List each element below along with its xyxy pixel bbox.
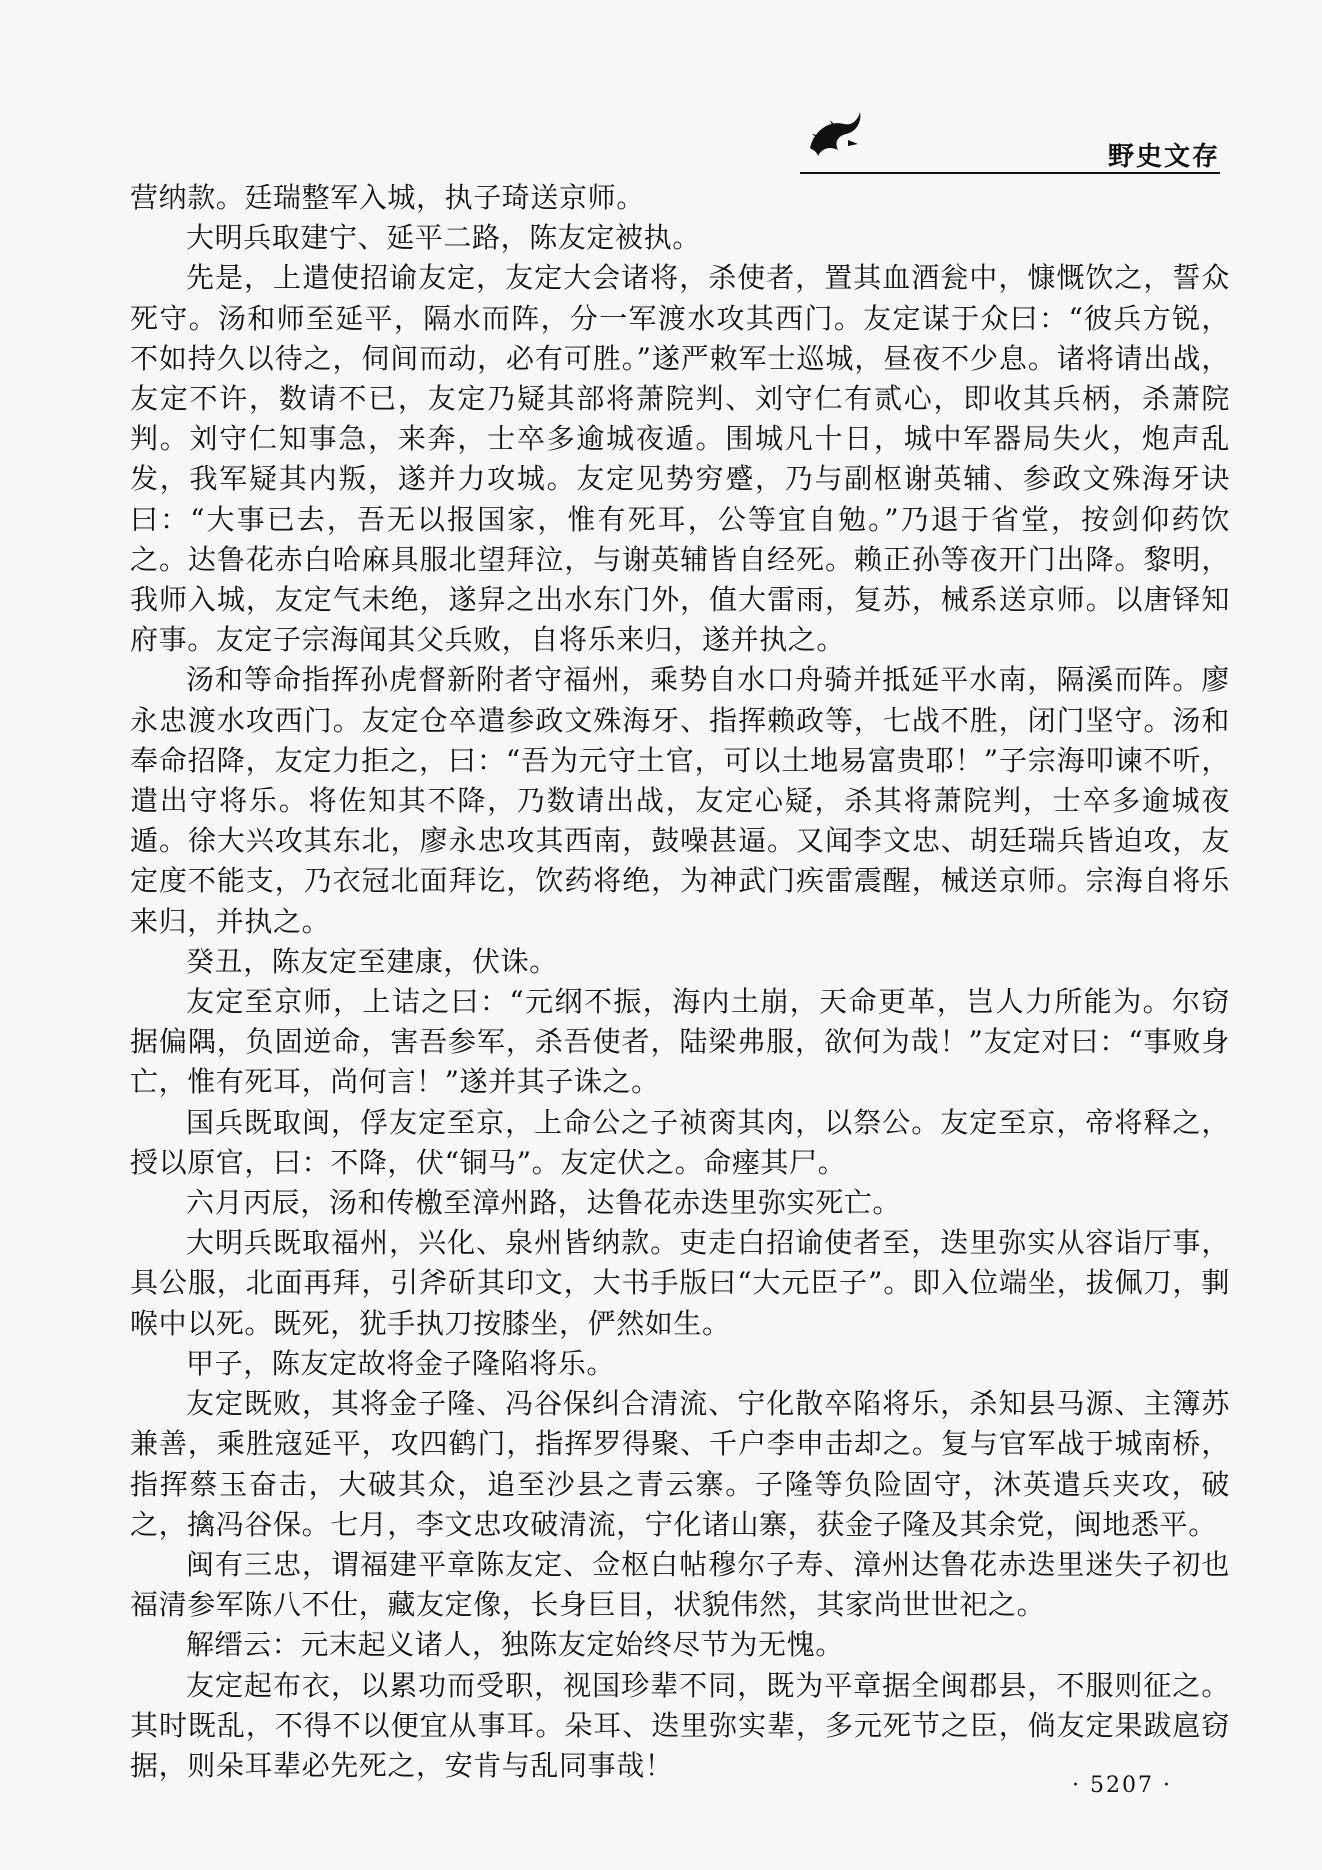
paragraph: 癸丑，陈友定至建康，伏诛。 [186,944,558,978]
paragraph: 先是，上遣使招谕友定，友定大会诸将，杀使者，置其血酒瓮中，慷慨饮之，誓众死守。汤和师至延平，隔水而阵，分一军渡水攻其西门。友定谋于众曰：“彼兵方锐，不如持久以待之，伺间而动，必有可胜。”遂严敕军士巡城，昼夜不少息。诸将请出战，友定不许，数请不已，友定乃疑其部将萧院判、刘守仁有贰心，即收其兵柄，杀萧院判。刘守仁知事急，来奔，士卒多逾城夜遁。围城凡十日，城中军器局失火，炮声乱发，我军疑其内叛，遂并力攻城。友定见势穷蹙，乃与副枢谢英辅、参政文殊海牙诀曰：“大事已去，吾无以报国家，惟有死耳，公等宜自勉。”乃退于省堂，按剑仰药饮之。达鲁花赤白哈麻具服北望拜泣，与谢英辅皆自经死。赖正孙等夜开门出降。黎明，我师入城，友定气未绝，遂舁之出水东门外，值大雷雨，复苏，械系送京师。以唐铎知府事。友定子宗海闻其父兵败，自将乐来归，遂并执之。 [130,261,1230,657]
body-text [130,178,1230,1786]
paragraph: 营纳款。廷瑞整军入城，执子琦送京师。 [130,181,645,214]
dragon-emblem-icon [800,100,870,170]
book-series-title: 野史文存 [1107,142,1220,172]
paragraph: 汤和等命指挥孙虎督新附者守福州，乘势自水口舟骑并抵延平水南，隔溪而阵。廖永忠渡水攻西门。友定仓卒遣参政文殊海牙、指挥赖政等，七战不胜，闭门坚守。汤和奉命招降，友定力拒之，曰：“吾为元守土官，可以土地易富贵耶！”子宗海叩谏不听，遣出守将乐。将佐知其不降，乃数请出战，友定心疑，杀其将萧院判，士卒多逾城夜遁。徐大兴攻其东北，廖永忠攻其西南，鼓噪甚逼。又闻李文忠、胡廷瑞兵皆迫攻，友定度不能支，乃衣冠北面拜讫，饮药将绝，为神武门疾雷震醒，械送京师。宗海自将乐来归，并执之。 [130,663,1230,938]
page-number: · 5207 · [1072,1773,1172,1798]
paragraph: 大明兵既取福州，兴化、泉州皆纳款。吏走白招谕使者至，迭里弥实从容诣厅事，具公服，北面再拜，引斧斫其印文，大书手版曰“大元臣子”。即入位端坐，拔佩刀，剚喉中以死。既死，犹手执刀按膝坐，俨然如生。 [130,1226,1230,1340]
paragraph: 国兵既取闽，俘友定至京，上命公之子祯脔其肉，以祭公。友定至京，帝将释之，授以原官，曰：不降，伏“铜马”。友定伏之。命瘗其尸。 [130,1105,1230,1179]
paragraph: 友定起布衣，以累功而受职，视国珍辈不同，既为平章据全闽郡县，不服则征之。其时既乱，不得不以便宜从事耳。朵耳、迭里弥实辈，多元死节之臣，倘友定果跋扈窃据，则朵耳辈必先死之，安肯与乱同事哉！ [130,1668,1230,1782]
header-rule [800,172,1220,174]
paragraph: 大明兵取建宁、延平二路，陈友定被执。 [186,221,701,255]
paragraph: 六月丙辰，汤和传檄至漳州路，达鲁花赤迭里弥实死亡。 [186,1186,902,1220]
paragraph: 闽有三忠，谓福建平章陈友定、佥枢白帖穆尔子寿、漳州达鲁花赤迭里迷失子初也福清参军陈八不仕，藏友定像，长身巨目，状貌伟然，其家尚世世祀之。 [130,1547,1230,1622]
paragraph: 解缙云：元末起义诸人，独陈友定始终尽节为无愧。 [186,1628,844,1662]
paragraph: 友定至京师，上诘之曰：“元纲不振，海内土崩，天命更革，岂人力所能为。尔窃据偏隅，负固逆命，害吾参军，杀吾使者，陆梁弗服，欲何为哉！”友定对曰：“事败身亡，惟有死耳，尚何言！”遂并其子诛之。 [130,985,1230,1099]
paragraph: 友定既败，其将金子隆、冯谷保纠合清流、宁化散卒陷将乐，杀知县马源、主簿苏兼善，乘胜寇延平，攻四鹤门，指挥罗得聚、千户李申击却之。复与官军战于城南桥，指挥蔡玉奋击，大破其众，追至沙县之青云寨。子隆等负险固守，沐英遣兵夹攻，破之，擒冯谷保。七月，李文忠攻破清流，宁化诸山寨，获金子隆及其余党，闽地悉平。 [130,1387,1230,1541]
paragraph: 甲子，陈友定故将金子隆陷将乐。 [186,1346,616,1380]
running-header [800,100,1220,180]
